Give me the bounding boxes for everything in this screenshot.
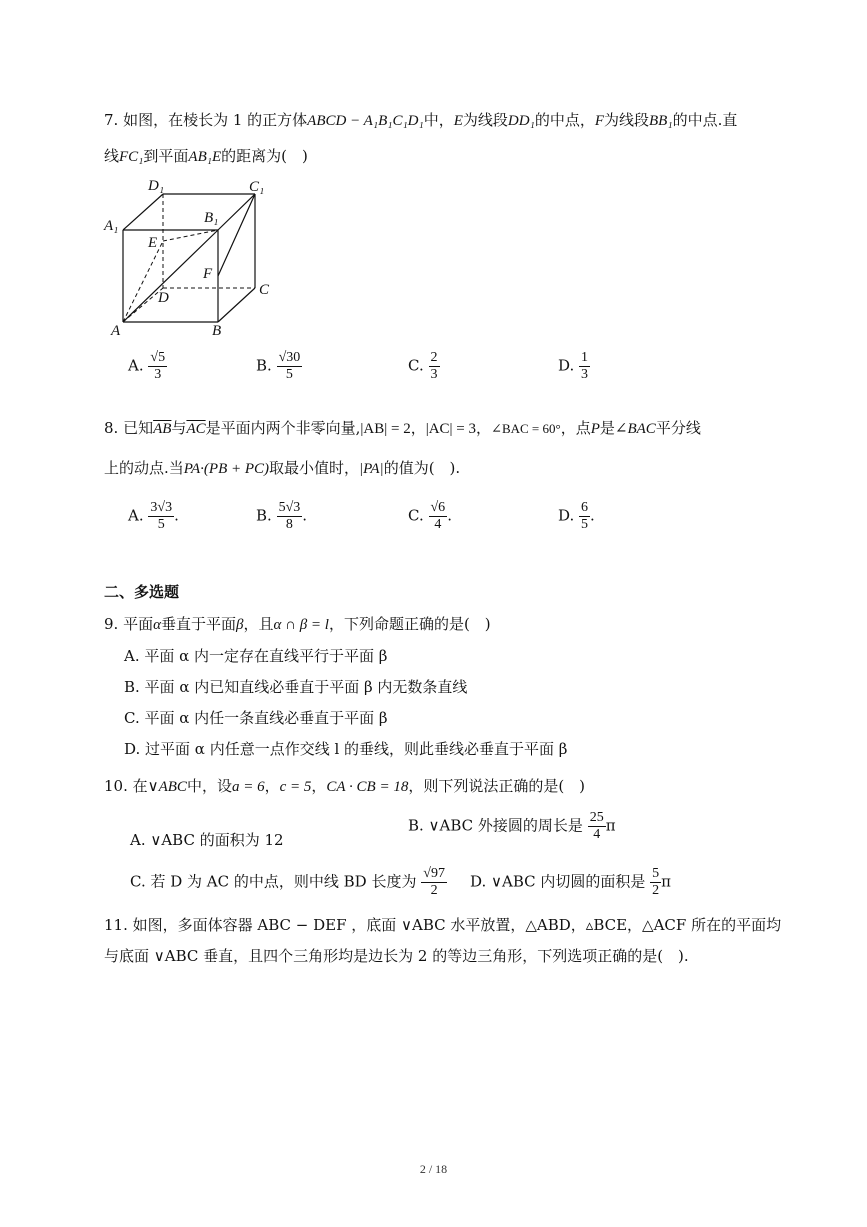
q9-option-b[interactable]: B. 平面 α 内已知直线必垂直于平面 β 内无数条直线 <box>124 678 468 696</box>
q9-stem: 9. 平面α垂直于平面β，且α ∩ β = l，下列命题正确的是( ) <box>104 615 491 633</box>
q10-option-b[interactable]: B. ∨ABC 外接圆的周长是 $\frac{25}{4}$ π <box>408 810 616 842</box>
label-B: B <box>212 323 222 339</box>
q9-option-d[interactable]: D. 过平面 α 内任意一点作交线 l 的垂线，则此垂线必垂直于平面 β <box>124 740 568 758</box>
q11-line2: 与底面 ∨ABC 垂直，且四个三角形均是边长为 2 的等边三角形，下列选项正确的是( ). <box>104 947 689 965</box>
q10-option-d[interactable]: D. ∨ABC 内切圆的面积是 $\frac{5}{2}$ π <box>470 866 672 898</box>
q7-option-a[interactable]: A. $\frac{√5}{3}$ <box>128 350 166 382</box>
label-C: C <box>259 282 270 298</box>
q7-line1: 7. 如图，在棱长为 1 的正方体ABCD − A₁B₁C₁D₁中，E为线段DD₁的中点，F为线段BB₁的中点.直 <box>104 111 738 129</box>
q7-option-c[interactable]: C. $\frac{2}{3}$ <box>408 350 438 382</box>
label-A: A <box>111 323 121 339</box>
q8-line2: 上的动点.当PA·(PB + PC)取最小值时，|PA|的值为( ). <box>104 459 461 477</box>
q7-line2: 线FC₁到平面AB₁E的距离为( ) <box>104 147 308 165</box>
q7-option-b[interactable]: B. $\frac{√30}{5}$ <box>256 350 301 382</box>
q9-option-a[interactable]: A. 平面 α 内一定存在直线平行于平面 β <box>124 647 388 665</box>
cube-figure <box>100 172 290 342</box>
label-E: E <box>148 235 158 251</box>
q8-option-a[interactable]: A. $\frac{3√3}{5}$ . <box>128 500 179 532</box>
q11-line1: 11. 如图，多面体容器 ABC − DEF ，底面 ∨ABC 水平放置，△ABD，▵BCE，△ACF 所在的平面均 <box>104 916 782 934</box>
label-F: F <box>203 266 213 282</box>
q7-option-d[interactable]: D. $\frac{1}{3}$ <box>558 350 589 382</box>
page-number: 2 / 18 <box>419 1162 448 1176</box>
label-D1: D₁ <box>148 178 165 194</box>
q8-option-c[interactable]: C. $\frac{√6}{4}$ . <box>408 500 452 532</box>
q8-line1: 8. 已知$\overline{AB}$与$\overline{AC}$是平面内两个非零向量,|AB| = 2，|AC| = 3，∠BAC = 60°，点P是∠BAC平分线 <box>104 419 701 437</box>
q10-option-c[interactable]: C. 若 D 为 AC 的中点，则中线 BD 长度为 $\frac{√97}{2}$ <box>130 866 445 898</box>
q9-option-c[interactable]: C. 平面 α 内任一条直线必垂直于平面 β <box>124 709 388 727</box>
q10-stem: 10. 在∨ABC中，设a = 6，c = 5，CA · CB = 18，则下列说法正确的是( ) <box>104 777 586 795</box>
q10-option-a[interactable]: A. ∨ABC 的面积为 12 <box>130 831 284 849</box>
label-A1: A₁ <box>104 218 119 234</box>
q8-option-b[interactable]: B. $\frac{5√3}{8}$ . <box>256 500 308 532</box>
label-C1: C₁ <box>249 179 265 195</box>
q8-option-d[interactable]: D. $\frac{6}{5}$ . <box>558 500 595 532</box>
section-heading-multi-choice: 二、多选题 <box>104 583 180 601</box>
label-D: D <box>158 290 169 306</box>
label-B1: B₁ <box>204 210 219 226</box>
